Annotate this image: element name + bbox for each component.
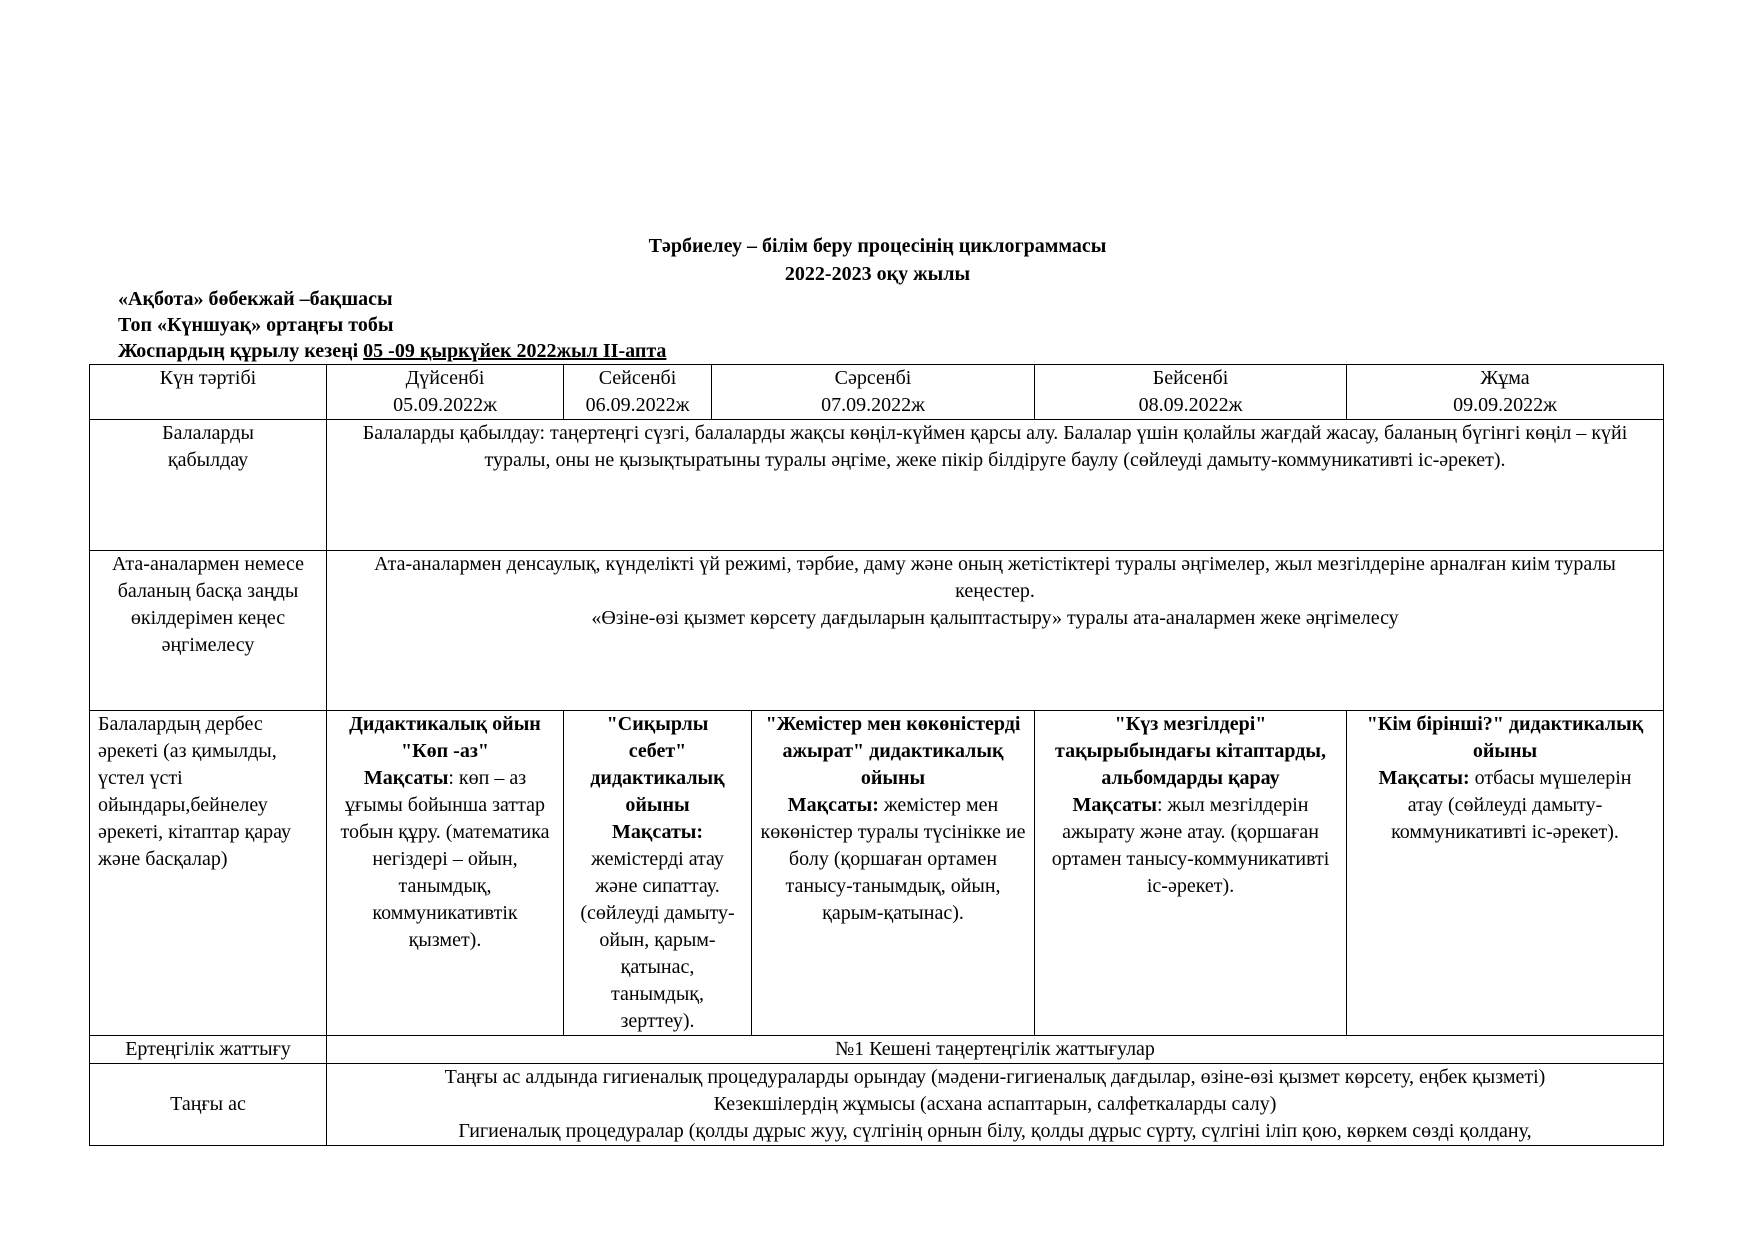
activity-thursday	[1035, 711, 1347, 1036]
day-name: Дүйсенбі	[405, 367, 485, 389]
day-date: 06.09.2022ж	[585, 394, 690, 416]
parents-label: Ата-аналармен немесе баланың басқа заңды өкілдерімен кеңес әңгімелесу	[90, 551, 327, 711]
parents-text	[327, 551, 1664, 711]
activity-title: "Сиқырлы себет" дидактикалық ойыны	[590, 713, 725, 816]
header-day-friday	[1347, 365, 1664, 420]
goal-label: Мақсаты	[1072, 794, 1157, 816]
exercise-label: Ертеңгілік жаттығу	[90, 1036, 327, 1064]
activity-row	[90, 711, 1664, 1036]
activity-goal	[760, 792, 1026, 927]
period-value: 05 -09 қыркүйек 2022жыл ІІ-апта	[363, 340, 667, 362]
day-name: Жұма	[1480, 367, 1530, 389]
goal-text: жемістер мен көкөністер туралы түсінікке ие болу (қоршаған ортамен танысу-танымдық, ойын, қарым-қатынас).	[760, 794, 1026, 924]
period-label: Жоспардың құрылу кезеңі	[118, 340, 364, 362]
header-day-monday	[327, 365, 564, 420]
day-date: 09.09.2022ж	[1453, 394, 1557, 416]
reception-text: Балаларды қабылдау: таңертеңгі сүзгі, балаларды жақсы көңіл-күймен қарсы алу. Балалар үшін қолайлы жағдай жасау, баланың бүгінгі көңіл – күйі туралы, оны не қызықтыратыны туралы әңгіме, жеке пікір білдіруге баулу (сөйлеуді дамыту-коммуникативті іс-әрекет).	[327, 420, 1664, 551]
activity-friday	[1347, 711, 1664, 1036]
title-line-1: Тәрбиелеу – білім беру процесінің циклограммасы	[648, 235, 1107, 257]
activity-tuesday	[564, 711, 752, 1036]
breakfast-text	[327, 1064, 1664, 1146]
breakfast-row	[90, 1064, 1664, 1146]
group-name: Топ «Күншуақ» ортаңғы тобы	[118, 314, 394, 336]
reception-label: Балаларды қабылдау	[90, 420, 327, 551]
breakfast-line-1: Таңғы ас алдында гигиеналық процедураларды орындау (мәдени-гигиеналық дағдылар, өзіне-өзі қызмет көрсету, еңбек қызметі)	[444, 1066, 1546, 1088]
day-name: Бейсенбі	[1152, 367, 1229, 389]
activity-goal	[580, 819, 735, 1035]
header-routine: Күн тәртібі	[90, 365, 327, 420]
activity-goal	[1043, 792, 1338, 900]
header-day-wednesday	[712, 365, 1035, 420]
goal-text: жемістерді атау және сипаттау. (сөйлеуді дамыту-ойын, қарым-қатынас, танымдық, зерттеу).	[580, 848, 735, 1032]
activity-goal	[1365, 765, 1645, 846]
breakfast-label: Таңғы ас	[90, 1064, 327, 1146]
activity-label: Балалардың дербес әрекеті (аз қимылды, үстел үсті ойындары,бейнелеу әрекеті, кітаптар қарау және басқалар)	[90, 711, 327, 1036]
title-line-2: 2022-2023 оқу жылы	[784, 263, 971, 285]
goal-text: : көп – аз ұғымы бойынша заттар тобын құру. (математика негіздері – ойын, танымдық, коммуникативтік қызмет).	[340, 767, 550, 951]
parents-text-2: «Өзіне-өзі қызмет көрсету дағдыларын қалыптастыру» туралы ата-аналармен жеке әңгімелесу	[591, 607, 1399, 629]
exercise-text: №1 Кешені таңертеңгілік жаттығулар	[327, 1036, 1664, 1064]
day-name: Сәрсенбі	[834, 367, 912, 389]
breakfast-line-2: Кезекшілердің жұмысы (асхана аспаптарын, салфеткаларды салу)	[713, 1093, 1277, 1115]
goal-label: Мақсаты:	[611, 821, 704, 843]
activity-title: "Кім бірінші?" дидактикалық ойыны	[1366, 713, 1644, 762]
parents-text-1: Ата-аналармен денсаулық, күнделікті үй режимі, тәрбие, даму және оның жетістіктері туралы әңгімелер, жыл мезгілдеріне арналған киім туралы кеңестер.	[374, 553, 1616, 602]
activity-goal	[335, 765, 555, 954]
activity-title: "Күз мезгілдері" тақырыбындағы кітаптарды, альбомдарды қарау	[1055, 713, 1326, 789]
activity-monday	[327, 711, 564, 1036]
goal-label: Мақсаты:	[1378, 767, 1470, 789]
activity-wednesday	[752, 711, 1035, 1036]
goal-label: Мақсаты	[363, 767, 449, 789]
planning-period	[118, 338, 666, 364]
activity-title: Дидактикалық ойын "Көп -аз"	[349, 713, 541, 762]
goal-label: Мақсаты:	[787, 794, 879, 816]
goal-text: : жыл мезгілдерін ажырату және атау. (қоршаған ортамен танысу-коммуникативті іс-әрекет).	[1051, 794, 1330, 897]
day-date: 07.09.2022ж	[821, 394, 925, 416]
goal-text: отбасы мүшелерін атау (сөйлеуді дамыту-коммуникативті іс-әрекет).	[1391, 767, 1632, 843]
header-row	[90, 365, 1664, 420]
activity-title: "Жемістер мен көкөністерді ажырат" дидактикалық ойыны	[765, 713, 1021, 789]
day-date: 05.09.2022ж	[393, 394, 497, 416]
document-title	[0, 232, 1755, 288]
header-day-thursday	[1035, 365, 1347, 420]
parents-row	[90, 551, 1664, 711]
exercise-row	[90, 1036, 1664, 1064]
reception-row	[90, 420, 1664, 551]
day-name: Сейсенбі	[598, 367, 677, 389]
day-date: 08.09.2022ж	[1138, 394, 1243, 416]
kindergarten-name: «Ақбота» бөбекжай –бақшасы	[118, 288, 393, 310]
header-info	[118, 286, 666, 364]
header-day-tuesday	[564, 365, 712, 420]
breakfast-line-3: Гигиеналық процедуралар (қолды дұрыс жуу, сүлгінің орнын білу, қолды дұрыс сүрту, сүлгіні іліп қою, көркем сөзді қолдану,	[458, 1120, 1532, 1142]
schedule-table	[89, 364, 1664, 1146]
